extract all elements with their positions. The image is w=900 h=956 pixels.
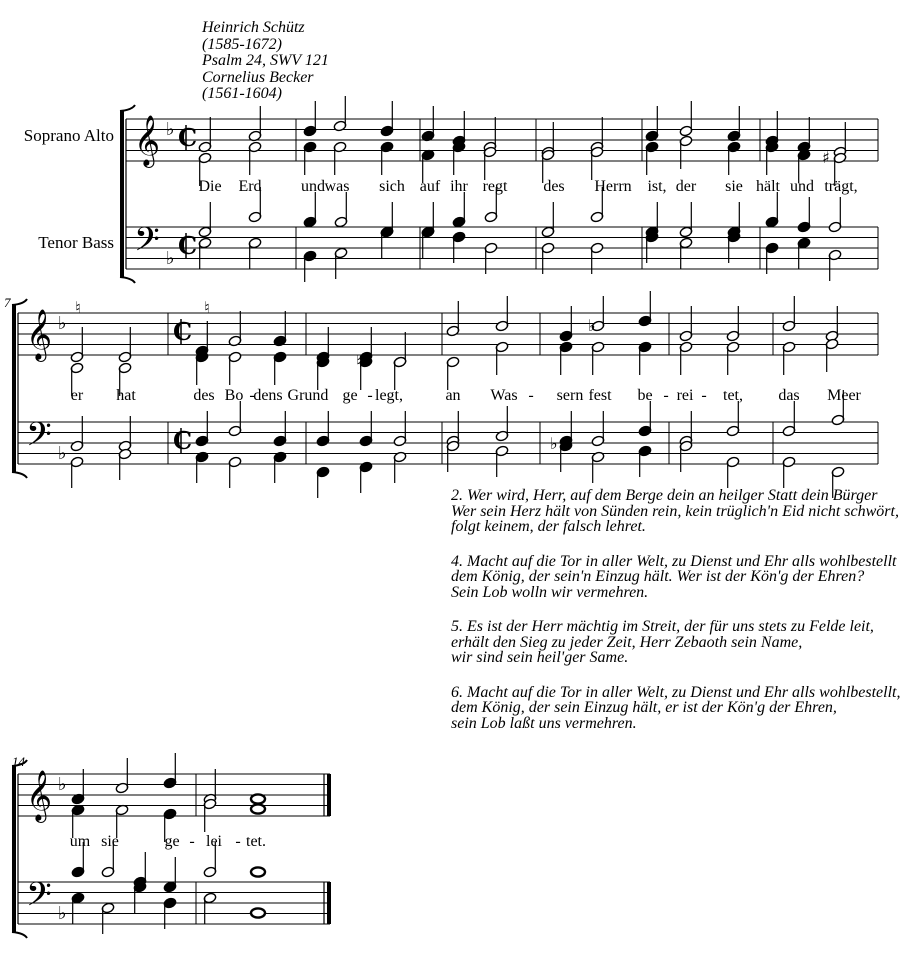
verse-line: sein Lob laßt uns vermehren. [451,714,637,732]
lyric-syllable: - [528,387,534,404]
treble-clef-icon: 𝄞 [134,115,161,166]
lyric-syllable: hält [756,178,780,195]
lyric-syllable: - [701,387,707,404]
composer-dates: (1585-1672) [202,35,282,53]
lyric-syllable: - [189,833,195,850]
time-signature-icon: C [178,123,198,152]
verse-line: wir sind sein heil'ger Same. [451,649,629,666]
verse-5 [451,619,900,666]
lyric-syllable: ge [164,833,180,850]
flat-key-signature-icon: ♭ [166,119,175,140]
flat-key-signature-icon: ♭ [58,313,67,334]
bass-clef-icon: 𝄢 [26,876,52,922]
bracket-hook [120,277,135,283]
lyric-syllable: sie [725,178,743,195]
flat-key-signature-icon: ♭ [58,774,67,795]
verse-line: 5. Es ist der Herr mächtig im Streit, der für uns stets zu Felde leit, [451,618,874,635]
lyric-syllable: sie [101,833,119,850]
lyric-syllable: Grund [287,387,329,404]
verse-line: dem König, der sein'n Einzug hält. Wer ist der Kön'g der Ehren? [451,568,865,585]
lyric-syllable: regt [482,178,508,195]
treble-clef-icon: 𝄞 [26,770,53,821]
lyric-syllable: das [778,387,800,404]
lyric-syllable: dens [253,387,283,404]
verse-line: erhält den Sieg zu jeder Zeit, Herr Zebaoth sein Name, [451,633,803,651]
time-signature-icon: C [173,317,193,346]
lyricist-dates: (1561-1604) [202,85,282,102]
natural-icon: ♮ [75,298,81,317]
lyric-syllable: trägt, [824,178,858,195]
lyric-syllable: ge [342,387,358,404]
verse-6 [451,685,900,732]
lyric-syllable: was [324,178,350,195]
lyric-syllable: und [790,178,814,195]
natural-icon: ♮ [204,298,210,317]
bar-number-7: 7 [4,295,11,310]
lyric-syllable: der [675,178,697,195]
lyric-syllable: - [249,387,255,404]
whole-note-head [251,794,265,803]
verse-2 [451,488,900,535]
part-label-upper: Soprano Alto [23,126,114,145]
bass-clef-icon: 𝄢 [26,416,52,462]
lyric-syllable: Die [198,178,222,195]
natural-icon: ♮ [356,352,362,371]
lyric-syllable: - [663,387,669,404]
lyric-syllable: und [301,178,325,195]
sharp-icon: ♯ [822,148,830,167]
lyric-syllable: Bo [224,387,244,404]
flat-icon: ♭ [588,316,596,335]
lyric-syllable: sern [556,387,584,404]
lyric-syllable: be [637,387,653,404]
lyric-syllable: fest [588,387,612,404]
time-signature-icon: C [173,426,193,455]
verse-line: 2. Wer wird, Herr, auf dem Berge dein an heilger Statt dein Bürger [451,488,878,504]
verses-block [451,488,900,750]
time-signature-icon: C [178,231,198,260]
lyric-syllable: ihr [450,178,468,195]
whole-note-head [251,908,265,917]
lyric-syllable: Was [490,387,518,404]
bracket-hook [120,105,135,111]
verse-line: Sein Lob wolln wir vermehren. [451,583,649,601]
lyric-syllable: des [543,178,565,195]
lyric-syllable: auf [419,178,441,195]
lyric-syllable: ist, [647,178,667,195]
bass-clef-icon: 𝄢 [134,221,160,267]
lyric-syllable: legt, [375,387,403,404]
bracket-hook [12,299,27,305]
lyric-syllable: - [235,833,241,850]
lyric-syllable: Meer [827,387,861,404]
flat-key-signature-icon: ♭ [166,248,175,269]
lyric-syllable: tet. [246,833,266,850]
bar-number-14: 14 [12,754,25,769]
bracket-hook [12,472,27,478]
lyricist-name: Cornelius Becker [202,68,314,86]
lyric-syllable: Erd [238,178,262,195]
treble-clef-icon: 𝄞 [26,309,53,360]
lyric-syllable: an [445,387,461,404]
verse-4 [451,554,900,601]
lyric-syllable: tet, [723,387,743,404]
flat-key-signature-icon: ♭ [58,443,67,464]
bracket-hook [12,932,27,938]
lyric-syllable: er [70,387,84,404]
verse-line: Wer sein Herz hält von Sünden rein, kein trüglich'n Eid nicht schwört, [451,502,899,520]
verse-line: folgt keinem, der falsch lehret. [451,518,646,535]
flat-icon: ♭ [550,434,558,453]
lyric-syllable: rei [676,387,694,404]
whole-note-head [251,867,265,876]
lyric-syllable: sich [379,178,405,195]
lyric-syllable: - [367,387,373,404]
composer-name: Heinrich Schütz [202,19,305,36]
verse-line: 4. Macht auf die Tor in aller Welt, zu Dienst und Ehr alls wohlbestellt [451,552,897,570]
verse-line: 6. Macht auf die Tor in aller Welt, zu Dienst und Ehr alls wohlbestellt, [451,683,900,701]
lyric-syllable: hat [116,387,136,404]
lyric-syllable: um [69,833,91,850]
flat-key-signature-icon: ♭ [58,903,67,924]
lyric-syllable: Herrn [594,178,632,195]
lyric-syllable: lei [206,833,222,850]
whole-note-head [251,804,265,813]
lyric-syllable: des [193,387,215,404]
verse-line: dem König, der sein Einzug hält, er ist der Kön'g der Ehren, [451,699,837,716]
part-label-lower: Tenor Bass [38,233,114,252]
work-title: Psalm 24, SWV 121 [202,52,329,69]
